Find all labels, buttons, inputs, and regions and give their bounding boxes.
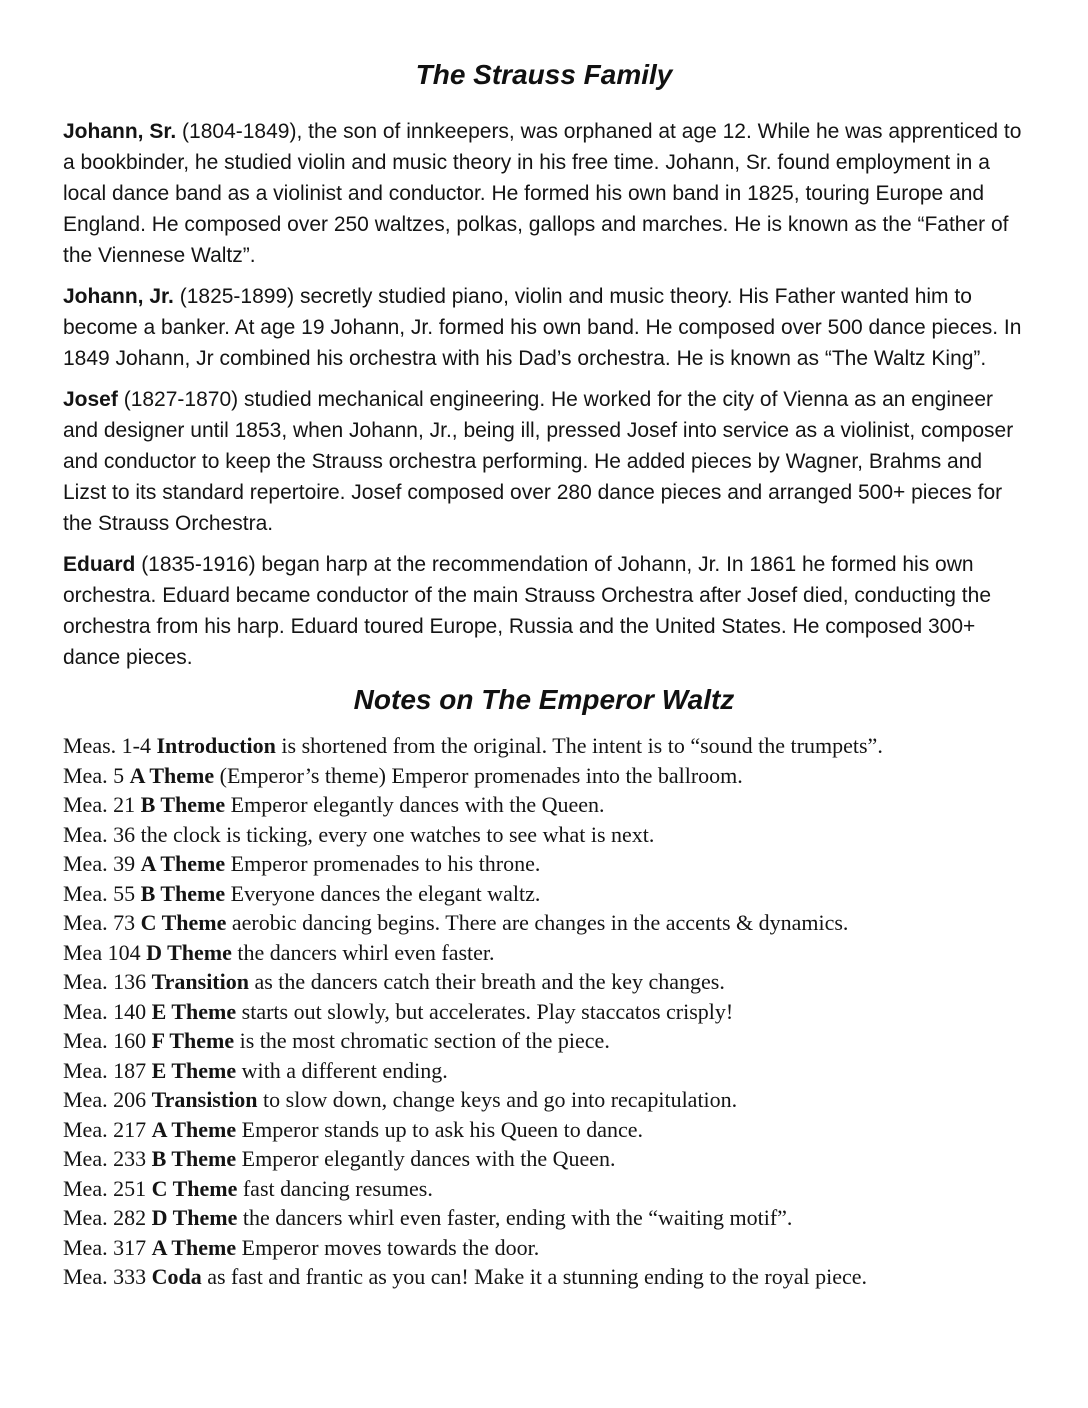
note-line <box>63 1056 1025 1086</box>
note-label: B Theme <box>140 792 226 817</box>
paragraph-body: (1804-1849), the son of innkeepers, was orphaned at age 12. While he was apprenticed to a bookbinder, he studied violin and music theory in his free time. Johann, Sr. found employment in a local dance band as a violinist and conductor. He formed his own band in 1825, touring Europe and England. He composed over 250 waltzes, polkas, gallops and marches. He is known as the “Father of the Viennese Waltz”. <box>63 120 1022 267</box>
note-label: A Theme <box>151 1234 237 1260</box>
paragraph-johann-sr <box>63 116 1025 271</box>
note-line <box>63 1085 1025 1115</box>
note-text: to slow down, change keys and go into recapitulation. <box>263 1087 738 1112</box>
note-line <box>63 997 1025 1027</box>
note-line <box>63 1026 1025 1056</box>
note-text: starts out slowly, but accelerates. Play staccatos crisply! <box>241 998 734 1024</box>
paragraph-body: (1825-1899) secretly studied piano, violin and music theory. His Father wanted him to become a banker. At age 19 Johann, Jr. formed his own band. He composed over 500 dance pieces. In 1849 Johann, Jr combined his orchestra with his Dad’s orchestra. He is known as “The Waltz King”. <box>63 285 1022 370</box>
note-measure: Mea. 136 <box>63 969 147 994</box>
note-text: Emperor moves towards the door. <box>241 1234 540 1260</box>
note-text: is shortened from the original. The intent is to “sound the trumpets”. <box>281 733 883 758</box>
note-line <box>63 820 1025 850</box>
note-measure: Mea. 333 <box>63 1264 147 1289</box>
note-label: A Theme <box>129 762 215 788</box>
note-text: is the most chromatic section of the piece. <box>239 1028 610 1053</box>
note-line <box>63 1233 1025 1263</box>
note-text: the dancers whirl even faster, ending with the “waiting motif”. <box>242 1205 793 1230</box>
note-line <box>63 879 1025 909</box>
note-text: as the dancers catch their breath and the key changes. <box>254 969 725 994</box>
note-label: B Theme <box>140 880 226 906</box>
note-label: A Theme <box>151 1116 237 1142</box>
paragraph-body: (1835-1916) began harp at the recommendation of Johann, Jr. In 1861 he formed his own orchestra. Eduard became conductor of the main Strauss Orchestra after Josef died, conducting the orchestra from his harp. Eduard toured Europe, Russia and the United States. He composed 300+ dance pieces. <box>63 553 991 669</box>
note-line <box>63 1262 1025 1292</box>
note-label: Transition <box>151 969 249 994</box>
note-measure: Mea. 140 <box>63 998 147 1024</box>
note-measure: Mea. 5 <box>63 762 125 788</box>
note-text: Emperor elegantly dances with the Queen. <box>241 1146 616 1171</box>
note-line <box>63 1115 1025 1145</box>
note-line <box>63 761 1025 791</box>
note-line <box>63 938 1025 968</box>
note-label: A Theme <box>140 851 226 876</box>
note-measure: Mea. 55 <box>63 880 136 906</box>
paragraph-lead: Josef <box>63 388 118 411</box>
paragraph-josef <box>63 384 1025 539</box>
note-line <box>63 1203 1025 1233</box>
note-text: Emperor elegantly dances with the Queen. <box>230 792 605 817</box>
note-text: with a different ending. <box>241 1057 448 1083</box>
note-text: as fast and frantic as you can! Make it a stunning ending to the royal piece. <box>207 1264 868 1289</box>
strauss-family-heading: The Strauss Family <box>415 59 673 90</box>
note-label: D Theme <box>146 939 232 965</box>
note-label: E Theme <box>151 998 237 1024</box>
paragraph-body: (1827-1870) studied mechanical engineering. He worked for the city of Vienna as an engineer and designer until 1853, when Johann, Jr., being ill, pressed Josef into service as a violinist, composer and conductor to keep the Strauss orchestra performing. He added pieces by Wagner, Brahms and Lizst to its standard repertoire. Josef composed over 280 dance pieces and arranged 500+ pieces for the Strauss Orchestra. <box>63 388 1014 535</box>
note-measure: Mea. 39 <box>63 851 136 876</box>
paragraph-lead: Eduard <box>63 553 136 576</box>
note-label: C Theme <box>151 1175 238 1201</box>
note-label: D Theme <box>151 1205 238 1230</box>
note-measure: Mea. 251 <box>63 1175 147 1201</box>
note-measure: Mea. 233 <box>63 1146 147 1171</box>
paragraph-eduard <box>63 549 1025 673</box>
note-line <box>63 731 1025 761</box>
note-line <box>63 908 1025 938</box>
paragraph-johann-jr <box>63 281 1025 374</box>
note-text: Emperor stands up to ask his Queen to dance. <box>241 1116 644 1142</box>
note-measure: Mea. 21 <box>63 792 136 817</box>
note-line <box>63 849 1025 879</box>
note-text: Everyone dances the elegant waltz. <box>230 880 541 906</box>
note-measure: Mea. 282 <box>63 1205 147 1230</box>
note-label: C Theme <box>140 910 227 935</box>
note-measure: Mea. 73 <box>63 910 136 935</box>
note-text: (Emperor’s theme) Emperor promenades into the ballroom. <box>219 762 743 788</box>
note-line <box>63 967 1025 997</box>
note-text: the dancers whirl even faster. <box>237 939 495 965</box>
note-measure: Mea. 217 <box>63 1116 147 1142</box>
note-measure: Mea. 206 <box>63 1087 147 1112</box>
note-label: Introduction <box>156 733 276 758</box>
note-measure: Mea. 160 <box>63 1028 147 1053</box>
note-label: Coda <box>151 1264 202 1289</box>
note-measure: Mea 104 <box>63 939 141 965</box>
emperor-waltz-heading: Notes on The Emperor Waltz <box>353 684 735 715</box>
note-text: the clock is ticking, every one watches to see what is next. <box>140 821 655 847</box>
note-line <box>63 1144 1025 1174</box>
paragraph-lead: Johann, Jr. <box>63 285 174 308</box>
note-label: F Theme <box>151 1028 235 1053</box>
note-text: fast dancing resumes. <box>242 1175 433 1201</box>
note-measure: Mea. 317 <box>63 1234 147 1260</box>
note-measure: Meas. 1-4 <box>63 733 151 758</box>
note-text: Emperor promenades to his throne. <box>230 851 541 876</box>
note-label: B Theme <box>151 1146 237 1171</box>
note-line <box>63 1174 1025 1204</box>
note-measure: Mea. 36 <box>63 821 136 847</box>
note-line <box>63 790 1025 820</box>
note-label: Transistion <box>151 1087 258 1112</box>
note-text: aerobic dancing begins. There are changes in the accents & dynamics. <box>231 910 849 935</box>
note-measure: Mea. 187 <box>63 1057 147 1083</box>
paragraph-lead: Johann, Sr. <box>63 120 177 143</box>
note-label: E Theme <box>151 1057 237 1083</box>
